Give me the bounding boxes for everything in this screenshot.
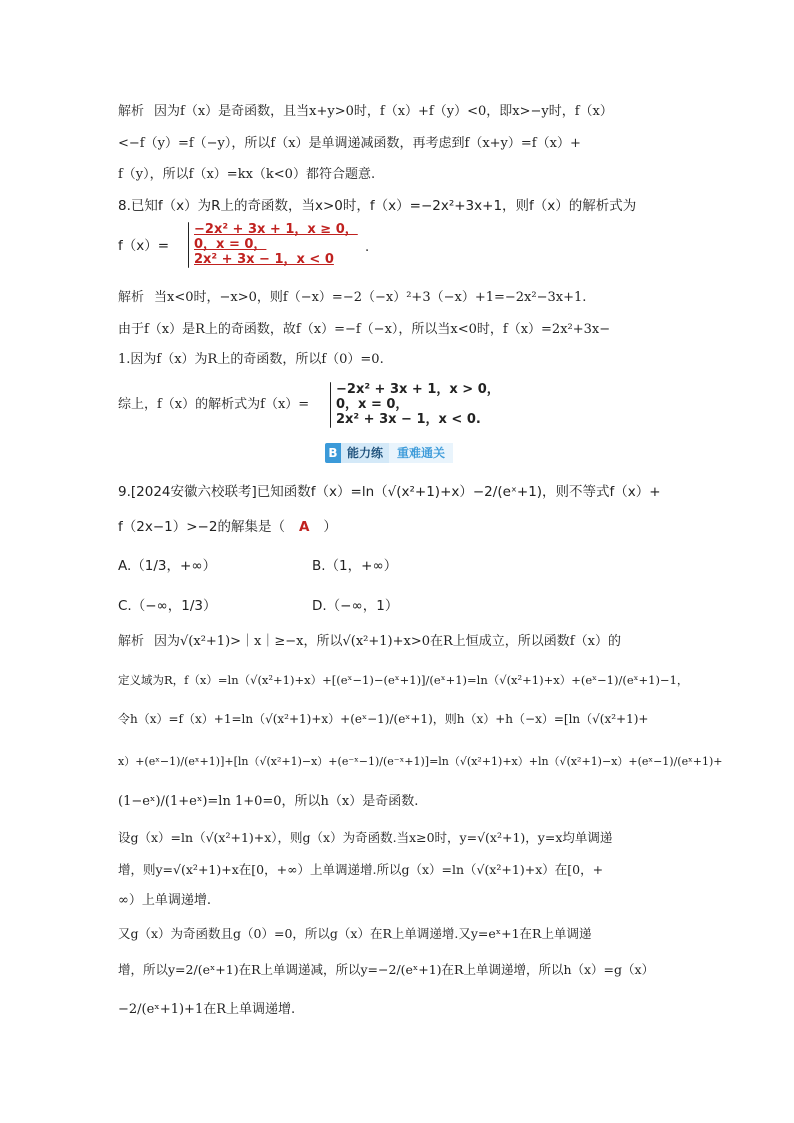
solution-9-line-3: 令h（x）=f（x）+1=ln（√(x²+1)+x）+(eˣ−1)/(eˣ+1)，则h（x）+h（−x）=[ln（√(x²+1)+ [118,712,649,726]
solution-9-line-5: (1−eˣ)/(1+eˣ)=ln 1+0=0，所以h（x）是奇函数. [118,794,419,809]
solution-8-line-3: 1.因为f（x）为R上的奇函数，所以f（0）=0. [118,352,384,367]
solution-8-line-1: 解析 当x<0时，−x>0，则f（−x）=−2（−x）²+3（−x）+1=−2x²−3x+1. [118,290,587,305]
solution-9-line-4: x）+(eˣ−1)/(eˣ+1)]+[ln（√(x²+1)−x）+(e⁻ˣ−1)/(e⁻ˣ+1)]=ln（√(x²+1)+x）+ln（√(x²+1)−x）+(eˣ−1)/(eˣ+1)+ [118,755,723,768]
question-8-answer-line: f（x）= [118,238,170,254]
solution-7-line-2: <−f（y）=f（−y），所以f（x）是单调递减函数，再考虑到f（x+y）=f（x）+ [118,136,581,151]
solution-8-conclusion: 综上，f（x）的解析式为f（x）= [118,397,310,412]
solution-8-line-2: 由于f（x）是R上的奇函数，故f（x）=−f（−x），所以当x<0时，f（x）=2x²+3x− [118,322,611,337]
solution-7-line-1: 解析 因为f（x）是奇函数，且当x+y>0时，f（x）+f（y）<0，即x>−y时，f（x） [118,104,613,119]
solution-9-line-9: 又g（x）为奇函数且g（0）=0，所以g（x）在R上单调递增.又y=eˣ+1在R上单调递 [118,926,592,941]
option-a: A.（1/3，+∞） [118,558,217,574]
section-tag-letter: B [325,443,341,463]
option-b: B.（1，+∞） [312,558,398,574]
answer-brace [188,222,189,268]
solution-9-line-6: 设g（x）=ln（√(x²+1)+x），则g（x）为奇函数.当x≥0时，y=√(x²+1)，y=x均单调递 [118,830,613,845]
question-9: 9.[2024安徽六校联考]已知函数f（x）=ln（√(x²+1)+x）−2/(eˣ+1)，则不等式f（x）+ [118,484,661,500]
piecewise-final: −2x² + 3x + 1，x > 0， 0，x = 0， 2x² + 3x − 1，x < 0. [336,382,500,427]
solution-9-line-11: −2/(eˣ+1)+1在R上单调递增. [118,1002,296,1017]
solution-9-line-1: 解析 因为√(x²+1)>｜x｜≥−x，所以√(x²+1)+x>0在R上恒成立，所以函数f（x）的 [118,634,621,649]
solution-7-line-3: f（y），所以f（x）=kx（k<0）都符合题意. [118,167,376,182]
question-9-line-2: f（2x−1）>−2的解集是（ A ） [118,519,337,535]
answer-period: . [365,240,370,255]
solution-9-line-2: 定义域为R，f（x）=ln（√(x²+1)+x）+[(eˣ−1)−(eˣ+1)]/(eˣ+1)=ln（√(x²+1)+x）+(eˣ−1)/(eˣ+1)−1， [118,673,689,687]
solution-9-line-10: 增，所以y=2/(eˣ+1)在R上单调递减，所以y=−2/(eˣ+1)在R上单调递增，所以h（x）=g（x） [118,962,655,977]
question-9-answer: A [298,519,310,535]
section-tag [325,443,453,463]
section-tag-label: 能力练 [341,443,389,463]
solution-label: 解析 [118,634,145,649]
piecewise-answer: −2x² + 3x + 1，x ≥ 0， 0，x = 0， 2x² + 3x − 1，x < 0 [194,222,358,267]
solution-9-line-7: 增，则y=√(x²+1)+x在[0，+∞）上单调递增.所以g（x）=ln（√(x²+1)+x）在[0，+ [118,862,604,877]
option-d: D.（−∞，1） [312,598,399,614]
section-tag-sublabel: 重难通关 [389,443,453,463]
question-8: 8.已知f（x）为R上的奇函数，当x>0时，f（x）=−2x²+3x+1，则f（x）的解析式为 [118,198,637,214]
solution-label: 解析 [118,290,145,305]
final-brace [330,382,331,428]
solution-9-line-8: ∞）上单调递增. [118,893,211,908]
solution-label: 解析 [118,104,145,119]
option-c: C.（−∞，1/3） [118,598,217,614]
